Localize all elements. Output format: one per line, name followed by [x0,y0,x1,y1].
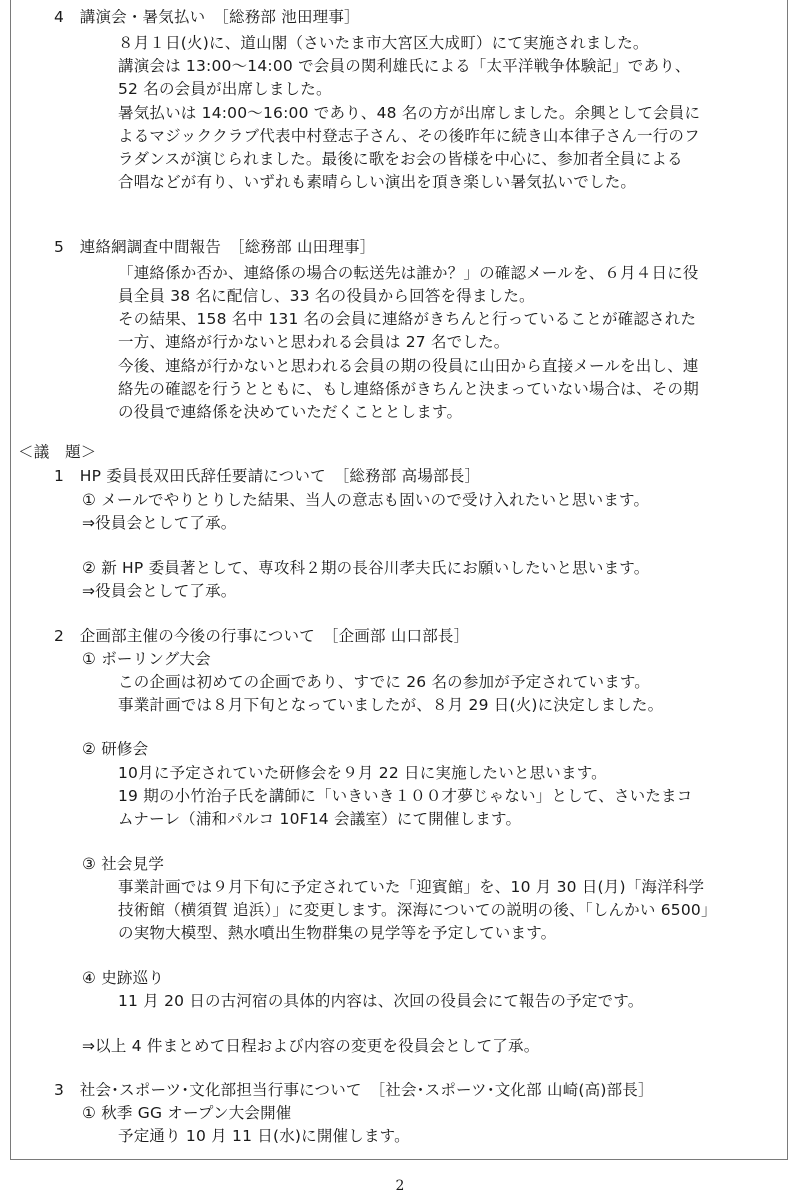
text-line: 一方、連絡が行かないと思われる会員は 27 名でした。 [118,333,510,351]
text-line: 員全員 38 名に配信し、33 名の役員から回答を得ました。 [118,287,535,305]
text-line: 合唱などが有り、いずれも素晴らしい演出を頂き楽しい暑気払いでした。 [118,173,637,191]
text-line: 絡先の確認を行うとともに、もし連絡係がきちんと決まっていない場合は、その期 [118,380,699,398]
text-line: 4 講演会・暑気払い ［総務部 池田理事］ [54,8,360,26]
text-line: その結果、158 名中 131 名の会員に連絡がきちんと行っていることが確認された [118,310,697,328]
text-line: 講演会は 13:00～14:00 で会員の関利雄氏による「太平洋戦争体験記」であり、 [118,57,691,75]
text-line: よるマジッククラブ代表中村登志子さん、その後昨年に続き山本律子さん一行のフ [118,127,700,145]
text-line: 2 企画部主催の今後の行事について ［企画部 山口部長］ [54,627,470,645]
text-line: ＜議 題＞ [18,443,97,461]
text-line: 1 HP 委員長双田氏辞任要請について ［総務部 高場部長］ [54,467,481,485]
text-line: 暑気払いは 14:00～16:00 であり、48 名の方が出席しました。余興として会員に [118,104,701,122]
text-line: 5 連絡網調査中間報告 ［総務部 山田理事］ [54,238,376,256]
text-line: 事業計画では８月下旬となっていましたが、８月 29 日(火)に決定しました。 [118,696,664,714]
text-line: ④ 史跡巡り [82,969,165,987]
text-line: 技術館（横須賀 追浜）」に変更します。深海についての説明の後、「しんかい 6500」 [118,901,717,919]
text-line: 3 社会･スポーツ･文化部担当行事について ［社会･スポーツ･文化部 山崎(高)部長］ [54,1081,654,1099]
text-line: ② 研修会 [82,740,149,758]
text-line: ① メールでやりとりした結果、当人の意志も固いので受け入れたいと思います。 [82,491,650,509]
text-line: 事業計画では９月下旬に予定されていた「迎賓館」を、10 月 30 日(月)「海洋科学 [118,878,705,896]
text-line: ⇒役員会として了承。 [82,514,237,532]
text-line: 11 月 20 日の古河宿の具体的内容は、次回の役員会にて報告の予定です。 [118,992,644,1010]
text-line: の実物大模型、熱水噴出生物群集の見学等を予定しています。 [118,924,557,942]
text-line: 52 名の会員が出席しました。 [118,80,332,98]
text-line: ８月１日(火)に、道山閣（さいたま市大宮区大成町）にて実施されました。 [118,34,649,52]
text-line: ① 秋季 GG オープン大会開催 [82,1104,292,1122]
text-line: ① ボーリング大会 [82,650,211,668]
text-line: ムナーレ（浦和パルコ 10F14 会議室）にて開催します。 [118,810,522,828]
text-line: ② 新 HP 委員著として、専攻科２期の長谷川孝夫氏にお願いしたいと思います。 [82,559,650,577]
text-line: ③ 社会見学 [82,855,165,873]
text-line: 今後、連絡が行かないと思われる会員の期の役員に山田から直接メールを出し、連 [118,357,699,375]
text-line: ラダンスが演じられました。最後に歌をお会の皆様を中心に、参加者全員による [118,150,683,168]
text-line: 19 期の小竹治子氏を講師に「いきいき１００才夢じゃない」として、さいたまコ [118,787,693,805]
text-line: の役員で連絡係を決めていただくこととします。 [118,403,463,421]
text-line: 「連絡係か否か、連絡係の場合の転送先は誰か？」の確認メールを、６月４日に役 [118,264,699,282]
page-number: 2 [395,1178,405,1194]
text-line: 10月に予定されていた研修会を９月 22 日に実施したいと思います。 [118,764,607,782]
text-line: ⇒以上 4 件まとめて日程および内容の変更を役員会として了承。 [82,1037,540,1055]
text-line: 予定通り 10 月 11 日(水)に開催します。 [118,1127,410,1145]
text-line: ⇒役員会として了承。 [82,582,237,600]
text-line: この企画は初めての企画であり、すでに 26 名の参加が予定されています。 [118,673,651,691]
